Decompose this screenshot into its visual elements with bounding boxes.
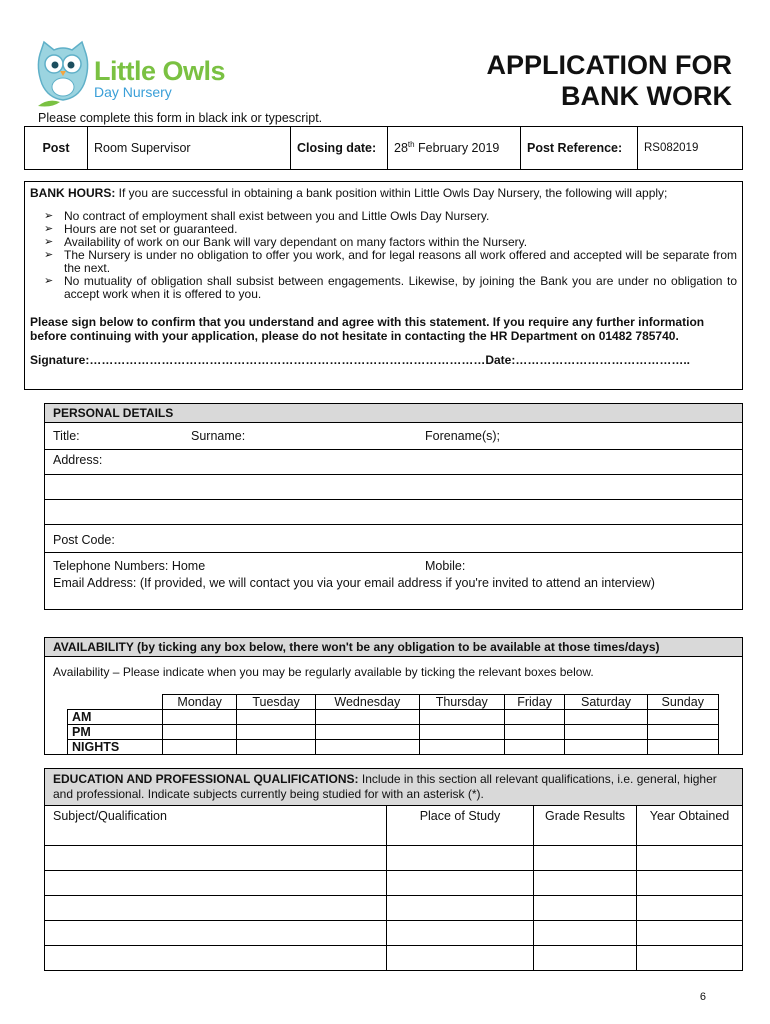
day-header: Sunday — [647, 695, 718, 710]
bank-hours-item: ➢ Hours are not set or guaranteed. — [44, 223, 737, 236]
education-row[interactable] — [45, 895, 743, 920]
avail-checkbox[interactable] — [647, 725, 718, 740]
avail-checkbox[interactable] — [504, 725, 565, 740]
education-cell[interactable] — [534, 845, 637, 870]
education-row[interactable] — [45, 845, 743, 870]
education-row[interactable] — [45, 945, 743, 970]
owl-icon — [34, 40, 92, 110]
education-heading-text: Include in this section all relevant qualifications, i.e. general, higher and professional. Indicate subjects currently being studied for with an asterisk (*). — [53, 772, 717, 801]
education-cell[interactable] — [637, 870, 743, 895]
slot-label-am: AM — [68, 710, 163, 725]
education-section — [44, 768, 743, 971]
grid-corner — [68, 695, 163, 710]
avail-checkbox[interactable] — [419, 725, 504, 740]
mobile-label: Mobile: — [425, 559, 466, 573]
post-reference-label: Post Reference: — [521, 127, 638, 170]
forename-label: Forename(s); — [425, 429, 501, 443]
closing-day-suffix: th — [407, 140, 415, 150]
education-cell[interactable] — [387, 920, 534, 945]
avail-checkbox[interactable] — [163, 710, 237, 725]
education-cell[interactable] — [534, 920, 637, 945]
col-grade: Grade Results — [534, 805, 637, 845]
education-row[interactable] — [45, 920, 743, 945]
avail-checkbox[interactable] — [565, 740, 647, 755]
post-reference-value: RS082019 — [638, 127, 743, 170]
education-cell[interactable] — [637, 920, 743, 945]
col-subject: Subject/Qualification — [45, 805, 387, 845]
bank-hours-item: ➢ No mutuality of obligation shall subsist between engagements. Likewise, by joining the Bank you are under no obligation to accept work when it is offered to you. — [44, 275, 737, 301]
personal-details-section — [44, 403, 743, 610]
form-title-line1: APPLICATION FOR — [486, 50, 732, 80]
education-cell[interactable] — [45, 920, 387, 945]
education-cell[interactable] — [387, 845, 534, 870]
surname-label: Surname: — [191, 429, 246, 443]
contact-field[interactable] — [45, 553, 742, 609]
bank-hours-item: ➢ Availability of work on our Bank will vary dependant on many factors within the Nursery. — [44, 236, 737, 249]
availability-instruction: Availability – Please indicate when you may be regularly available by ticking the relevant boxes below. — [53, 665, 594, 679]
personal-details-heading: PERSONAL DETAILS — [45, 404, 742, 423]
education-cell[interactable] — [534, 895, 637, 920]
nursery-logo — [34, 40, 264, 110]
address-line-3[interactable] — [45, 500, 742, 525]
col-year: Year Obtained — [637, 805, 743, 845]
avail-checkbox[interactable] — [237, 725, 316, 740]
closing-date-label: Closing date: — [291, 127, 388, 170]
post-value: Room Supervisor — [88, 127, 291, 170]
avail-checkbox[interactable] — [565, 725, 647, 740]
address-label: Address: — [53, 453, 103, 467]
education-cell[interactable] — [45, 895, 387, 920]
education-cell[interactable] — [45, 845, 387, 870]
day-header: Monday — [163, 695, 237, 710]
closing-month-year: February 2019 — [414, 141, 500, 156]
avail-checkbox[interactable] — [163, 725, 237, 740]
form-title-line2: BANK WORK — [561, 81, 732, 111]
avail-checkbox[interactable] — [237, 710, 316, 725]
avail-checkbox[interactable] — [315, 740, 419, 755]
form-instruction: Please complete this form in black ink or typescript. — [38, 111, 323, 125]
education-cell[interactable] — [637, 895, 743, 920]
avail-checkbox[interactable] — [565, 710, 647, 725]
logo-title: Little Owls — [94, 56, 226, 86]
education-cell[interactable] — [45, 945, 387, 970]
page-number: 6 — [699, 991, 706, 1003]
address-line-2[interactable] — [45, 475, 742, 500]
avail-checkbox[interactable] — [237, 740, 316, 755]
avail-checkbox[interactable] — [504, 710, 565, 725]
slot-label-nights: NIGHTS — [68, 740, 163, 755]
day-header: Thursday — [419, 695, 504, 710]
telephone-label: Telephone Numbers: Home — [53, 559, 206, 573]
education-cell[interactable] — [45, 870, 387, 895]
education-heading — [45, 769, 742, 806]
slot-label-pm: PM — [68, 725, 163, 740]
bank-hours-item: ➢ No contract of employment shall exist between you and Little Owls Day Nursery. — [44, 210, 737, 223]
bank-hours-heading: BANK HOURS: — [30, 186, 116, 200]
postcode-label: Post Code: — [53, 533, 115, 547]
form-title — [487, 50, 733, 112]
title-label: Title: — [53, 429, 80, 443]
bank-hours-intro-text: If you are successful in obtaining a bank position within Little Owls Day Nursery, the following will apply; — [115, 186, 668, 200]
education-cell[interactable] — [637, 945, 743, 970]
avail-checkbox[interactable] — [163, 740, 237, 755]
education-table — [44, 805, 743, 971]
email-label: Email Address: (If provided, we will contact you via your email address if you're invited to attend an interview) — [53, 576, 655, 590]
avail-checkbox[interactable] — [419, 710, 504, 725]
day-header: Saturday — [565, 695, 647, 710]
logo-subtitle: Day Nursery — [94, 84, 172, 100]
bank-hours-list — [44, 210, 737, 301]
avail-checkbox[interactable] — [504, 740, 565, 755]
education-cell[interactable] — [534, 870, 637, 895]
availability-heading: AVAILABILITY (by ticking any box below, there won't be any obligation to be available at those times/days) — [45, 638, 742, 657]
day-header: Wednesday — [315, 695, 419, 710]
bank-hours-intro — [30, 186, 737, 200]
avail-checkbox[interactable] — [315, 725, 419, 740]
education-cell[interactable] — [387, 870, 534, 895]
day-header: Friday — [504, 695, 565, 710]
education-heading-title: EDUCATION AND PROFESSIONAL QUALIFICATIONS: — [53, 772, 359, 786]
availability-grid — [67, 694, 719, 755]
education-cell[interactable] — [387, 945, 534, 970]
education-cell[interactable] — [387, 895, 534, 920]
avail-checkbox[interactable] — [647, 710, 718, 725]
closing-date-value — [388, 127, 521, 170]
avail-checkbox[interactable] — [647, 740, 718, 755]
bank-hours-section — [24, 181, 743, 390]
education-cell[interactable] — [637, 845, 743, 870]
col-place: Place of Study — [387, 805, 534, 845]
avail-checkbox[interactable] — [315, 710, 419, 725]
signature-date-line[interactable]: Signature:………………………………………………………………………………………Date:…………………………………….. — [30, 353, 691, 367]
availability-section — [44, 637, 743, 755]
avail-checkbox[interactable] — [419, 740, 504, 755]
postcode-field[interactable] — [45, 525, 742, 553]
education-row[interactable] — [45, 870, 743, 895]
post-info-table — [24, 126, 743, 170]
address-field[interactable] — [45, 450, 742, 475]
name-row[interactable] — [45, 423, 742, 450]
bank-hours-item: ➢ The Nursery is under no obligation to offer you work, and for legal reasons all work offered and accepted will be separate from the next. — [44, 249, 737, 275]
post-label: Post — [25, 127, 88, 170]
confirm-statement: Please sign below to confirm that you understand and agree with this statement. If you require any further information before continuing with your application, please do not hesitate in contacting the HR Department on 01482 785740. — [30, 315, 705, 343]
day-header: Tuesday — [237, 695, 316, 710]
education-cell[interactable] — [534, 945, 637, 970]
closing-day: 28 — [394, 141, 408, 156]
